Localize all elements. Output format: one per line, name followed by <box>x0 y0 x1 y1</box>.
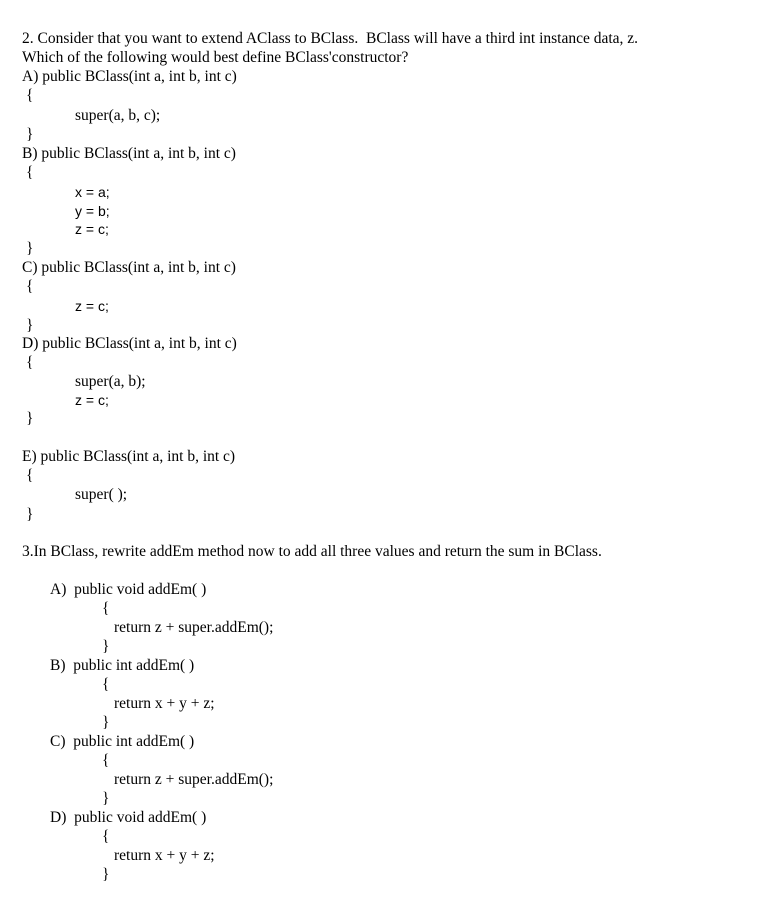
q2-option-a-code-line: super(a, b, c); <box>75 107 161 124</box>
q2-option-d-open-brace: { <box>26 354 34 371</box>
q2-option-c-code-line: z = c; <box>75 298 109 314</box>
q3-option-a-close-brace: } <box>102 638 110 655</box>
q3-option-a-open-brace: { <box>102 600 110 617</box>
q2-option-b-close-brace: } <box>26 240 34 257</box>
q3-option-a-header: A) public void addEm( ) <box>50 581 207 598</box>
q2-option-b-open-brace: { <box>26 164 34 181</box>
q2-option-b-code-line: z = c; <box>75 221 109 237</box>
q2-option-e-close-brace: } <box>26 506 34 523</box>
q2-option-c-header: C) public BClass(int a, int b, int c) <box>22 259 236 276</box>
q3-option-c-open-brace: { <box>102 752 110 769</box>
q2-option-a-header: A) public BClass(int a, int b, int c) <box>22 68 237 85</box>
q2-option-a-open-brace: { <box>26 87 34 104</box>
q3-option-b-open-brace: { <box>102 676 110 693</box>
q2-option-d-header: D) public BClass(int a, int b, int c) <box>22 335 237 352</box>
q3-option-b-close-brace: } <box>102 714 110 731</box>
question-3-stem: 3.In BClass, rewrite addEm method now to add all three values and return the sum in BClass. <box>22 543 602 560</box>
q3-option-d-open-brace: { <box>102 828 110 845</box>
q2-option-b-code-line: x = a; <box>75 184 110 200</box>
question-2-stem-line-2: Which of the following would best define BClass'constructor? <box>22 49 409 66</box>
q3-option-b-code-line: return x + y + z; <box>114 695 215 712</box>
q3-option-c-header: C) public int addEm( ) <box>50 733 195 750</box>
q3-option-d-header: D) public void addEm( ) <box>50 809 207 826</box>
q3-option-c-close-brace: } <box>102 790 110 807</box>
q2-option-b-code-line: y = b; <box>75 203 110 219</box>
q2-option-c-close-brace: } <box>26 317 34 334</box>
q2-option-e-header: E) public BClass(int a, int b, int c) <box>22 448 236 465</box>
q3-option-d-close-brace: } <box>102 866 110 883</box>
q2-option-d-code-line: z = c; <box>75 392 109 408</box>
q2-option-e-code-line: super( ); <box>75 486 128 503</box>
q2-option-a-close-brace: } <box>26 126 34 143</box>
q3-option-b-header: B) public int addEm( ) <box>50 657 195 674</box>
q3-option-d-code-line: return x + y + z; <box>114 847 215 864</box>
q2-option-d-close-brace: } <box>26 410 34 427</box>
q2-option-d-code-line: super(a, b); <box>75 373 146 390</box>
question-2-stem-line-1: 2. Consider that you want to extend AClass to BClass. BClass will have a third int instance data, z. <box>22 30 639 47</box>
q3-option-c-code-line: return z + super.addEm(); <box>114 771 274 788</box>
q2-option-b-header: B) public BClass(int a, int b, int c) <box>22 145 236 162</box>
q3-option-a-code-line: return z + super.addEm(); <box>114 619 274 636</box>
q2-option-c-open-brace: { <box>26 278 34 295</box>
q2-option-e-open-brace: { <box>26 467 34 484</box>
